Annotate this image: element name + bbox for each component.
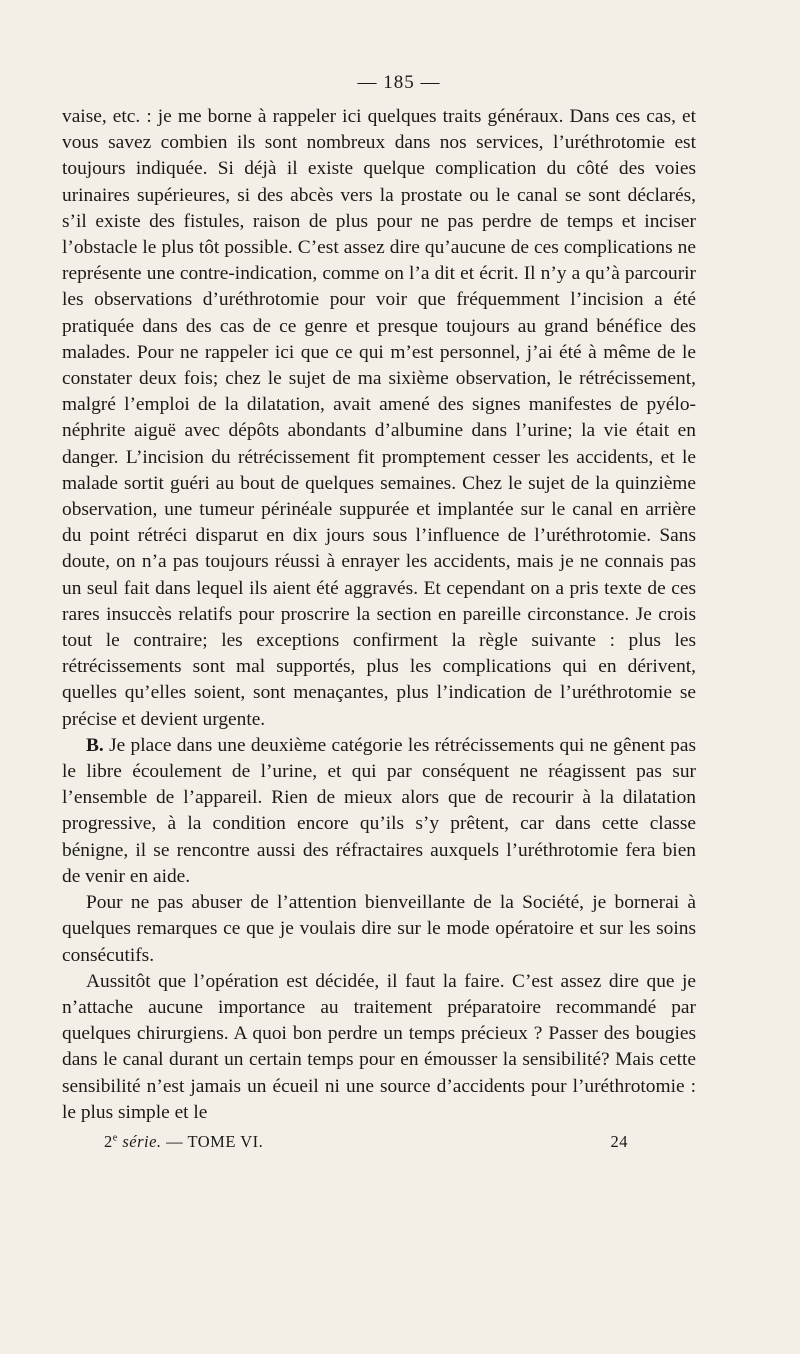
- page-number: — 185 —: [357, 72, 441, 93]
- series-info: [104, 1132, 263, 1152]
- signature-mark: 24: [610, 1131, 628, 1151]
- series-suffix: e: [112, 1132, 118, 1144]
- paragraph-4: Aussitôt que l’opération est décidée, il faut la faire. C’est assez dire que je n’attache aucune importance au traitement préparatoire recommandé par quelques chirurgiens. A quoi bon perdre un temps précieux ? Passer des bougies dans le canal durant un certain temps pour en émousser la sensibilité? Mais cette sensibilité n’est jamais un écueil ni une source d’accidents pour l’uréthrotomie : le plus simple et le: [62, 970, 696, 1123]
- page-footer: [62, 1132, 696, 1152]
- volume-label: — TOME VI.: [166, 1131, 264, 1151]
- series-word: série.: [122, 1131, 162, 1151]
- series-number: 2: [104, 1131, 113, 1151]
- paragraph-2-text: Je place dans une deuxième catégorie les rétrécissements qui ne gênent pas le libre écoulement de l’urine, et qui par conséquent ne réagissent pas sur l’ensemble de l’appareil. Rien de mieux alors que de recourir à la dilatation progressive, à la condition encore qu’ils s’y prêtent, car dans cette classe bénigne, il se rencontre aussi des réfractaires auxquels l’uréthrotomie fera bien de venir en aide.: [62, 734, 696, 887]
- paragraph-2: [62, 733, 696, 890]
- paragraph-1: vaise, etc. : je me borne à rappeler ici quelques traits généraux. Dans ces cas, et vous savez combien ils sont nombreux dans nos services, l’uréthrotomie est toujours indiquée. Si déjà il existe quelque complication du côté des voies urinaires supérieures, si des abcès vers la prostate ou le canal se sont déclarés, s’il existe des fistules, raison de plus pour ne pas perdre de temps et inciser l’obstacle le plus tôt possible. C’est assez dire qu’aucune de ces complications ne représente une contre-indication, comme on l’a dit et écrit. Il n’y a qu’à parcourir les observations d’uréthrotomie pour voir que fréquemment l’incision a été pratiquée dans des cas de ce genre et presque toujours au grand bénéfice des malades. Pour ne rappeler ici que ce qui m’est personnel, j’ai été à même de le constater deux fois; chez le sujet de ma sixième observation, le rétrécissement, malgré l’emploi de la dilatation, avait amené des signes manifestes de pyélo-néphrite aiguë avec dépôts abondants d’albumine dans l’urine; la vie était en danger. L’incision du rétrécissement fit promptement cesser les accidents, et le malade sortit guéri au bout de quelques semaines. Chez le sujet de la quinzième observation, une tumeur périnéale suppurée et implantée sur le canal en arrière du point rétréci disparut en dix jours sous l’influence de l’uréthrotomie. Sans doute, on n’a pas toujours réussi à enrayer les accidents, mais je ne connais pas un seul fait dans lequel ils aient été aggravés. Et cependant on a pris texte de ces rares insuccès relatifs pour proscrire la section en pareille circonstance. Je crois tout le contraire; les exceptions confirment la règle suivante : plus les rétrécissements sont mal supportés, plus les complications qui en dérivent, quelles qu’elles soient, sont menaçantes, plus l’indication de l’uréthrotomie se précise et devient urgente.: [62, 106, 696, 730]
- section-label: B.: [86, 734, 104, 756]
- body-text: [62, 104, 696, 1126]
- paragraph-3: Pour ne pas abuser de l’attention bienveillante de la Société, je bornerai à quelques remarques ce que je voulais dire sur le mode opératoire et sur les soins consécutifs.: [62, 892, 696, 966]
